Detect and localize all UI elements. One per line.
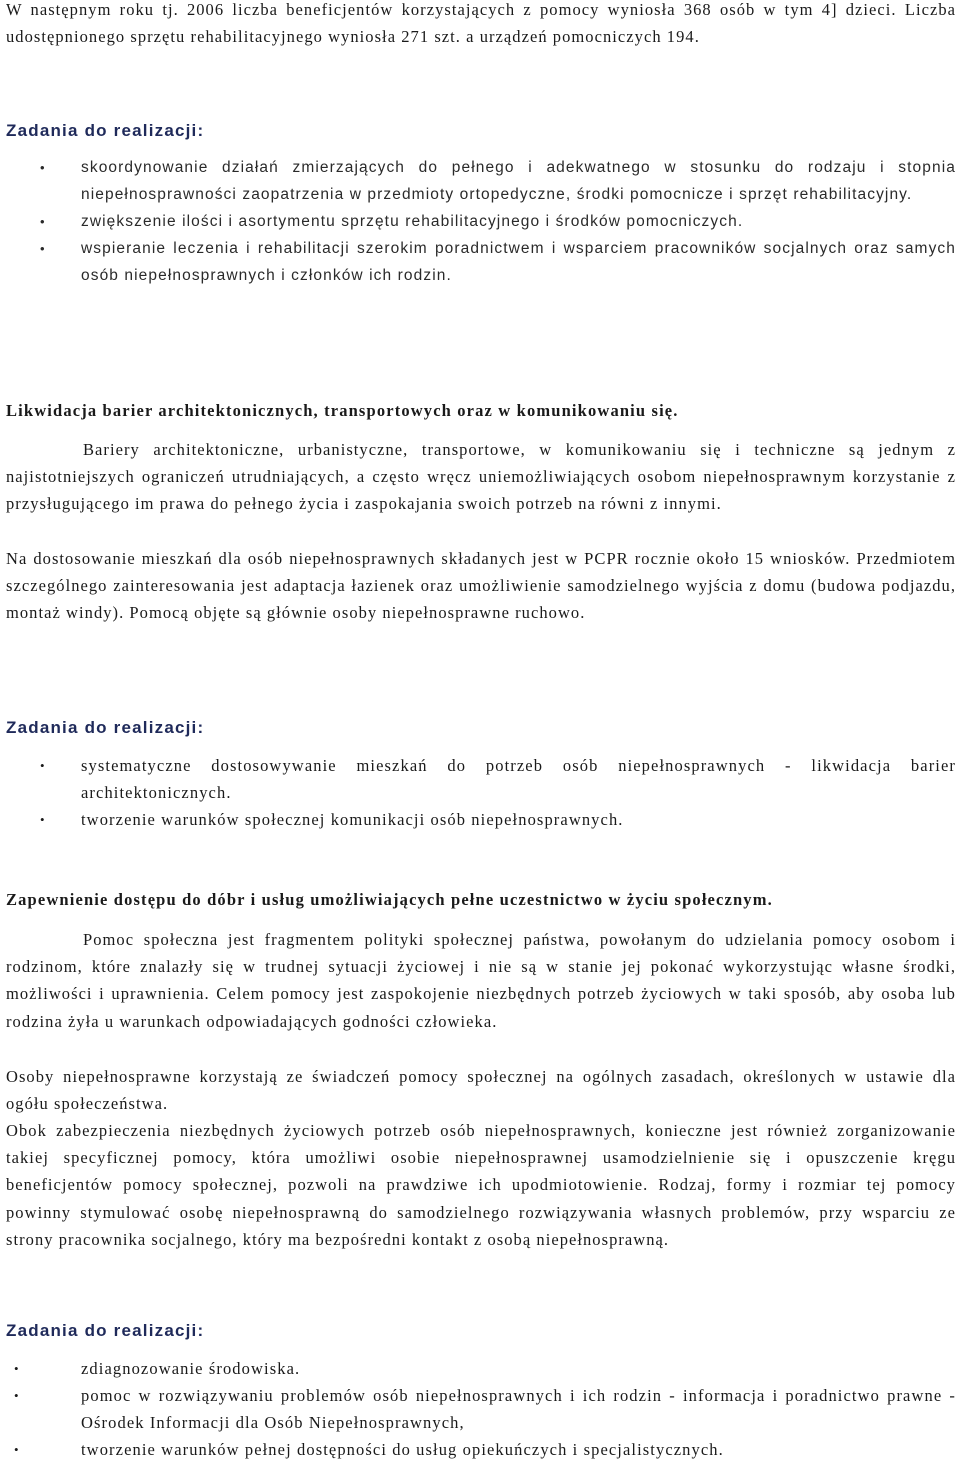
tasks-heading-2: Zadania do realizacji:: [6, 718, 205, 737]
barriers-paragraph-1: Bariery architektoniczne, urbanistyczne, transportowe, w komunikowaniu się i techniczne są jednym z najistotniejszych ograniczeń utrudniających, a często wręcz uniemożliwiających osobom niepełnosprawnym korzystanie z przysługującego im prawa do pełnego życia i zaspokajania swoich potrzeb na równi z innymi.: [6, 440, 956, 514]
list-item: • tworzenie warunków społecznej komunikacji osób niepełnosprawnych.: [0, 806, 960, 833]
access-paragraph-1: Pomoc społeczna jest fragmentem polityki społecznej państwa, powołanym do udzielania pomocy osobom i rodzinom, które znalazły się w trudnej sytuacji życiowej i nie są w stanie jej pokonać wykorzystując własne środki, możliwości i uprawnienia. Celem pomocy jest zaspokojenie niezbędnych potrzeb życiowych w taki sposób, aby osoba lub rodzina żyła u warunkach odpowiadających godności człowieka.: [6, 930, 956, 1031]
section-heading-access: Zapewnienie dostępu do dóbr i usług umożliwiających pełne uczestnictwo w życiu społecznym.: [6, 890, 773, 909]
access-paragraph-2: Osoby niepełnosprawne korzystają ze świadczeń pomocy społecznej na ogólnych zasadach, określonych w ustawie dla ogółu społeczeństwa.: [6, 1067, 956, 1114]
tasks-heading-3: Zadania do realizacji:: [6, 1321, 205, 1340]
section-heading-barriers: Likwidacja barier architektonicznych, transportowych oraz w komunikowaniu się.: [6, 401, 679, 420]
list-item: • wspieranie leczenia i rehabilitacji szerokim poradnictwem i wsparciem pracowników socjalnych oraz samych osób niepełnosprawnych i członków ich rodzin.: [0, 235, 960, 289]
access-paragraph-3: Obok zabezpieczenia niezbędnych życiowych potrzeb osób niepełnosprawnych, konieczne jest również zorganizowanie takiej specyficznej pomocy, która umożliwi osobie niepełnosprawnej usamodzielnienie się i opuszczenie kręgu beneficjentów pomocy społecznej, pozwoli na prawdziwe ich upodmiotowienie. Rodzaj, formy i rozmiar tej pomocy powinny stymulować osobę niepełnosprawną do samodzielnego rozwiązywania własnych problemów, przy wsparciu ze strony pracownika socjalnego, który ma bezpośredni kontakt z osobą niepełnosprawną.: [6, 1121, 956, 1249]
list-item: • zwiększenie ilości i asortymentu sprzętu rehabilitacyjnego i środków pomocniczych.: [0, 208, 960, 235]
list-item: • zdiagnozowanie środowiska.: [0, 1355, 960, 1382]
list-item: • pomoc w rozwiązywaniu problemów osób niepełnosprawnych i ich rodzin - informacja i poradnictwo prawne - Ośrodek Informacji dla Osób Niepełnosprawnych,: [0, 1382, 960, 1436]
tasks-list-3: [0, 1355, 960, 1463]
list-item: • tworzenie warunków pełnej dostępności do usług opiekuńczych i specjalistycznych.: [0, 1436, 960, 1463]
barriers-paragraph-2: Na dostosowanie mieszkań dla osób niepełnosprawnych składanych jest w PCPR rocznie około 15 wniosków. Przedmiotem szczególnego zainteresowania jest adaptacja łazienek oraz umożliwienie samodzielnego wyjścia z domu (budowa podjazdu, montaż windy). Pomocą objęte są głównie osoby niepełnosprawne ruchowo.: [6, 549, 956, 623]
tasks-heading-1: Zadania do realizacji:: [6, 121, 205, 140]
list-item: • skoordynowanie działań zmierzających do pełnego i adekwatnego w stosunku do rodzaju i stopnia niepełnosprawności zaopatrzenia w przedmioty ortopedyczne, środki pomocnicze i sprzęt rehabilitacyjny.: [0, 154, 960, 208]
tasks-list-2: [0, 752, 960, 833]
list-item: • systematyczne dostosowywanie mieszkań do potrzeb osób niepełnosprawnych - likwidacja barier architektonicznych.: [0, 752, 960, 806]
intro-paragraph: W następnym roku tj. 2006 liczba beneficjentów korzystających z pomocy wyniosła 368 osób w tym 4] dzieci. Liczba udostępnionego sprzętu rehabilitacyjnego wyniosła 271 szt. a urządzeń pomocniczych 194.: [6, 0, 956, 47]
tasks-list-1: [0, 154, 960, 289]
